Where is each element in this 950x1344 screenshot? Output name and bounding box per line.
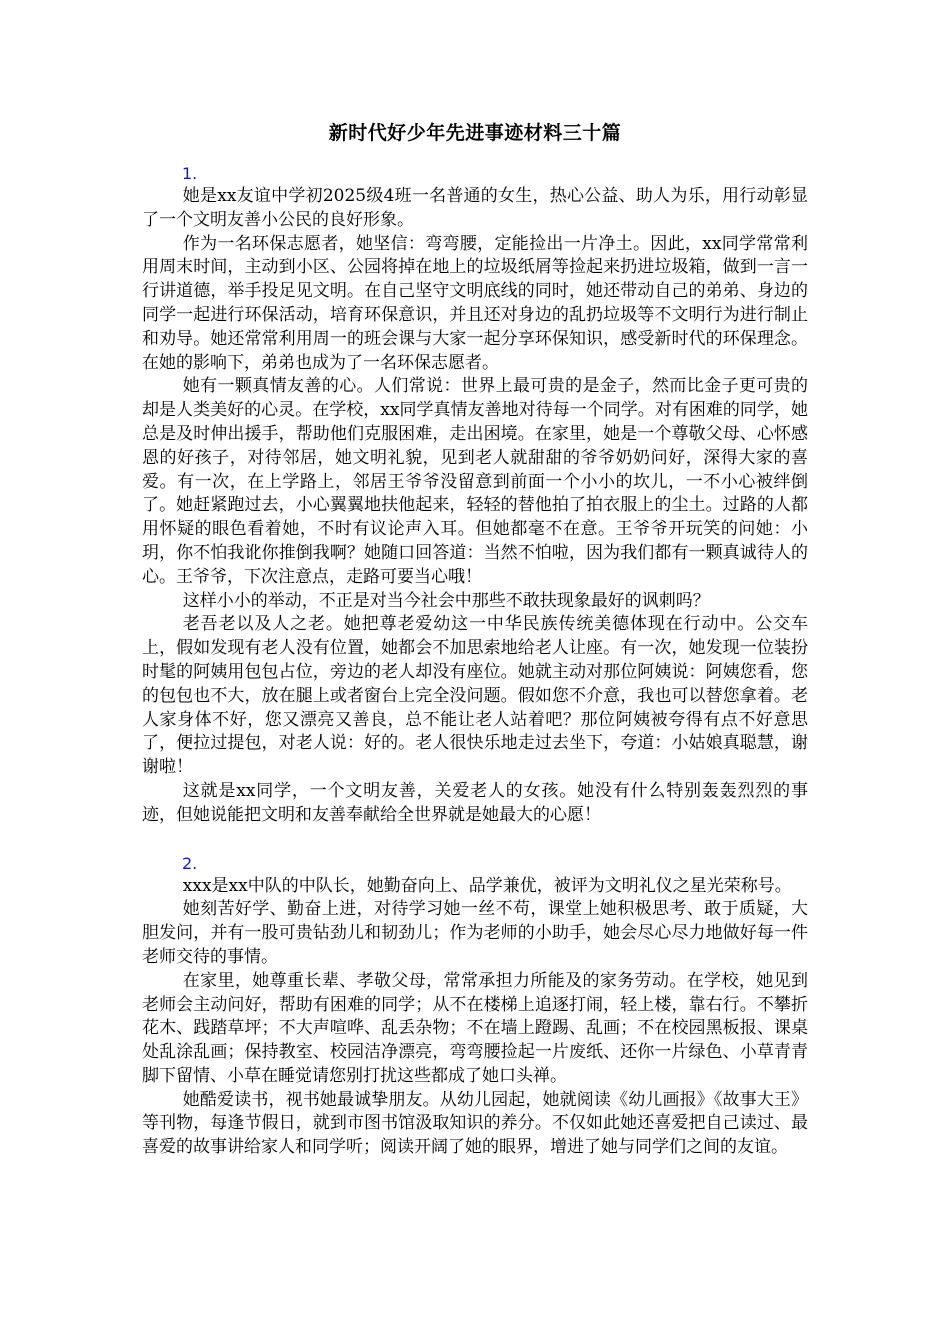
paragraph: 这就是xx同学，一个文明友善，关爱老人的女孩。她没有什么特别轰轰烈烈的事迹，但她说能把文明和友善奉献给全世界就是她最大的心愿！ bbox=[142, 780, 808, 825]
paragraph: xxx是xx中队的中队长，她勤奋向上、品学兼优，被评为文明礼仪之星光荣称号。 bbox=[182, 875, 792, 896]
paragraph: 在家里，她尊重长辈、孝敬父母，常常承担力所能及的家务劳动。在学校，她见到老师会主动问好，帮助有困难的同学；从不在楼梯上追逐打闹，轻上楼，靠右行。不攀折花木、践踏草坪；不大声喧哗、乱丢杂物；不在墙上蹬踢、乱画；不在校园黑板报、课桌处乱涂乱画；保持教室、校园洁净漂亮，弯弯腰捡起一片废纸、还你一片绿色、小草青青脚下留情、小草在睡觉请您别打扰这些都成了她口头禅。 bbox=[142, 970, 808, 1086]
document-title: 新时代好少年先进事迹材料三十篇 bbox=[328, 122, 622, 144]
paragraph: 这样小小的举动，不正是对当今社会中那些不敢扶现象最好的讽刺吗？ bbox=[182, 590, 710, 611]
section-1 bbox=[142, 162, 808, 828]
paragraph: 老吾老以及人之老。她把尊老爱幼这一中华民族传统美德体现在行动中。公交车上，假如发现有老人没有位置，她都会不加思索地给老人让座。有一次，她发现一位装扮时髦的阿姨用包包占位，旁边的老人却没有座位。她就主动对那位阿姨说：阿姨您看，您的包包也不大，放在腿上或者窗台上完全没问题。假如您不介意，我也可以替您拿着。老人家身体不好，您又漂亮又善良，总不能让老人站着吧？那位阿姨被夸得有点不好意思了，便拉过提包，对老人说：好的。老人很快乐地走过去坐下，夸道：小姑娘真聪慧，谢谢啦！ bbox=[142, 614, 808, 778]
document-body bbox=[142, 112, 808, 1160]
paragraph: 她是xx友谊中学初2025级4班一名普通的女生，热心公益、助人为乐，用行动彰显了一个文明友善小公民的良好形象。 bbox=[142, 186, 808, 230]
section-spacer bbox=[142, 828, 808, 852]
paragraph: 她刻苦好学、勤奋上进，对待学习她一丝不苟，课堂上她积极思考、敢于质疑，大胆发问，并有一股可贵钻劲儿和韧劲儿；作为老师的小助手，她会尽心尽力地做好每一件老师交待的事情。 bbox=[142, 899, 808, 967]
paragraph: 她酷爱读书，视书她最诚挚朋友。从幼儿园起，她就阅读《幼儿画报》《故事大王》等刊物，每逢节假日，就到市图书馆汲取知识的养分。不仅如此她还喜爱把自己读过、最喜爱的故事讲给家人和同学听；阅读开阔了她的眼界，增进了她与同学们之间的友谊。 bbox=[142, 1089, 808, 1158]
paragraph: 她有一颗真情友善的心。人们常说：世界上最可贵的是金子，然而比金子更可贵的却是人类美好的心灵。在学校，xx同学真情友善地对待每一个同学。对有困难的同学，她总是及时伸出援手，帮助他们克服困难，走出困境。在家里，她是一个尊敬父母、心怀感恩的好孩子，对待邻居，她文明礼貌，见到老人就甜甜的爷爷奶奶问好，深得大家的喜爱。有一次，在上学路上，邻居王爷爷没留意到前面一个小小的坎儿，一不小心被绊倒了。她赶紧跑过去，小心翼翼地扶他起来，轻轻的替他拍了拍衣服上的尘土。过路的人都用怀疑的眼色看着她，不时有议论声入耳。但她都毫不在意。王爷爷开玩笑的问她：小玥，你不怕我讹你推倒我啊？她随口回答道：当然不怕啦，因为我们都有一颗真诚待人的心。王爷爷，下次注意点，走路可要当心哦！ bbox=[142, 376, 808, 587]
section-number: 1. bbox=[182, 164, 198, 183]
section-number: 2. bbox=[182, 853, 198, 873]
paragraph: 作为一名环保志愿者，她坚信：弯弯腰，定能捡出一片净土。因此，xx同学常常利用周末时间，主动到小区、公园将掉在地上的垃圾纸屑等捡起来扔进垃圾箱，做到一言一行讲道德，举手投足见文明。在自己坚守文明底线的同时，她还带动自己的弟弟、身边的同学一起进行环保活动，培育环保意识，并且还对身边的乱扔垃圾等不文明行为进行制止和劝导。她还常常利用周一的班会课与大家一起分享环保知识，感受新时代的环保理念。在她的影响下，弟弟也成为了一名环保志愿者。 bbox=[142, 233, 808, 373]
section-2 bbox=[142, 852, 808, 1161]
